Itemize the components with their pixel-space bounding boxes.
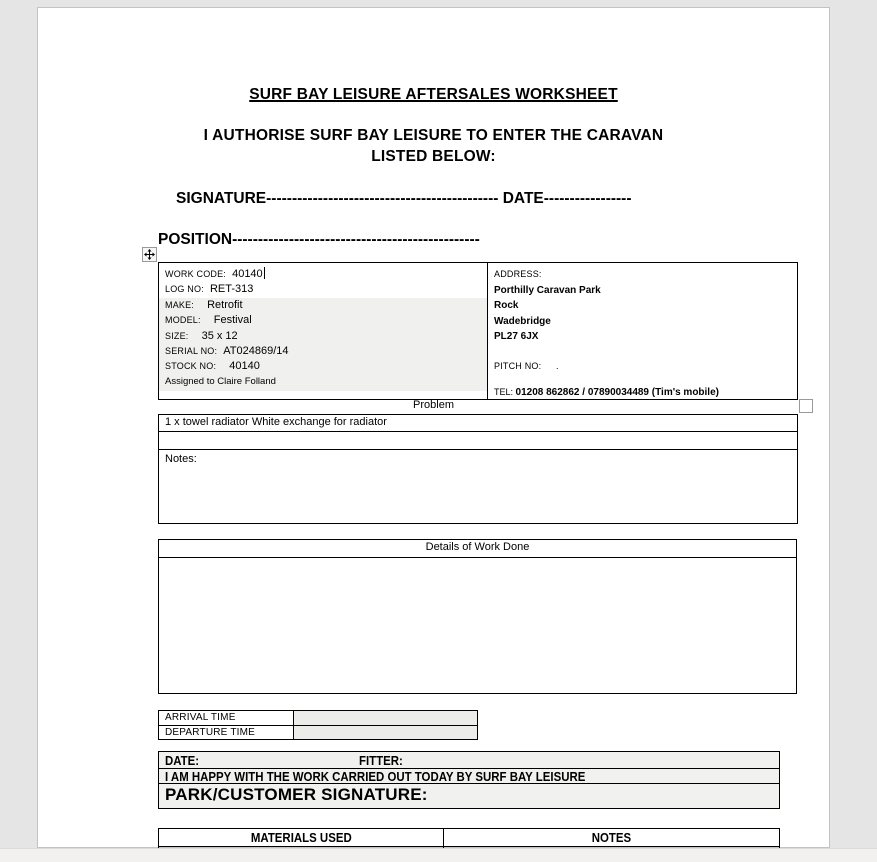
departure-time-row: [159, 725, 477, 739]
stock-no-value[interactable]: 40140: [229, 360, 260, 373]
signature-date-line[interactable]: SIGNATURE--------------------------------------------- DATE-----------------: [176, 190, 632, 207]
log-no-value[interactable]: RET-313: [209, 283, 254, 296]
log-no-row[interactable]: [159, 282, 487, 297]
date-label: DATE:: [165, 753, 200, 768]
happy-statement: I AM HAPPY WITH THE WORK CARRIED OUT TODAY BY SURF BAY LEISURE: [165, 769, 586, 784]
size-value[interactable]: 35 x 12: [201, 329, 238, 342]
work-code-row[interactable]: [159, 267, 487, 282]
address-label: ADDRESS:: [494, 269, 542, 279]
problem-heading: Problem: [413, 399, 454, 411]
signoff-table: [158, 751, 780, 809]
notes-header-text: NOTES: [591, 830, 632, 845]
problem-empty-row[interactable]: [159, 432, 797, 450]
materials-used-header: [159, 829, 444, 846]
caravan-details-cell[interactable]: [159, 263, 488, 399]
arrival-time-row: [159, 711, 477, 725]
size-row[interactable]: [159, 329, 487, 344]
make-row[interactable]: [159, 298, 487, 313]
departure-time-label: DEPARTURE TIME: [159, 726, 294, 739]
address-line-2[interactable]: Rock: [494, 300, 519, 311]
authorise-statement-line2: LISTED BELOW:: [371, 148, 496, 165]
four-arrow-move-icon: [144, 249, 155, 260]
size-label: SIZE:: [165, 330, 189, 341]
problem-entry-row[interactable]: 1 x towel radiator White exchange for radiator: [159, 415, 797, 432]
shaded-fields-block: [159, 298, 487, 391]
arrival-time-label: ARRIVAL TIME: [159, 711, 294, 725]
stock-no-row[interactable]: [159, 359, 487, 374]
assigned-note[interactable]: Assigned to Claire Folland: [165, 375, 276, 387]
bottom-window-strip: [0, 848, 877, 862]
model-row[interactable]: [159, 313, 487, 328]
happy-statement-row: [159, 769, 779, 784]
tel-label: TEL:: [494, 387, 514, 397]
pitch-no-value[interactable]: .: [556, 360, 559, 371]
worksheet-title: SURF BAY LEISURE AFTERSALES WORKSHEET: [249, 86, 618, 103]
table-move-handle-icon[interactable]: [142, 247, 157, 262]
address-line-1[interactable]: Porthilly Caravan Park: [494, 284, 601, 296]
pitch-no-label: PITCH NO:: [494, 360, 542, 371]
departure-time-value[interactable]: [294, 726, 477, 739]
address-cell[interactable]: [488, 263, 797, 399]
position-line[interactable]: POSITION------------------------------------------------: [158, 231, 480, 248]
address-line-4[interactable]: PL27 6JX: [494, 331, 539, 342]
text-caret: [264, 267, 266, 279]
problem-notes-row[interactable]: Notes:: [165, 453, 197, 465]
model-label: MODEL:: [165, 315, 201, 326]
document-page: [37, 7, 830, 848]
tel-row[interactable]: [494, 387, 719, 398]
model-value[interactable]: Festival: [213, 314, 252, 327]
customer-signature-row[interactable]: PARK/CUSTOMER SIGNATURE:: [165, 785, 428, 804]
work-done-table: [158, 539, 797, 694]
serial-no-label: SERIAL NO:: [165, 346, 218, 357]
log-no-label: LOG NO:: [165, 284, 204, 295]
serial-no-value[interactable]: AT024869/14: [223, 345, 289, 358]
problem-table: [158, 414, 798, 524]
authorise-statement-line1: I AUTHORISE SURF BAY LEISURE TO ENTER THE CARAVAN: [203, 127, 664, 144]
serial-no-row[interactable]: [159, 344, 487, 359]
stock-no-label: STOCK NO:: [165, 361, 217, 372]
caravan-info-table: [158, 262, 798, 400]
work-code-label: WORK CODE:: [165, 269, 227, 279]
address-line-3[interactable]: Wadebridge: [494, 315, 551, 327]
pitch-no-row[interactable]: [494, 359, 791, 375]
arrival-time-value[interactable]: [294, 711, 477, 725]
times-table: [158, 710, 478, 740]
tel-value[interactable]: 01208 862862 / 07890034489 (Tim's mobile): [515, 387, 719, 398]
fitter-label: FITTER:: [359, 753, 403, 768]
notes-header: [444, 829, 779, 846]
date-fitter-row[interactable]: [159, 752, 779, 769]
materials-header-row: [159, 829, 779, 847]
make-value[interactable]: Retrofit: [207, 298, 243, 311]
make-label: MAKE:: [165, 299, 195, 310]
materials-table: [158, 828, 780, 849]
materials-used-header-text: MATERIALS USED: [250, 830, 352, 845]
work-done-heading: Details of Work Done: [159, 540, 796, 558]
work-code-value[interactable]: 40140: [232, 268, 263, 280]
